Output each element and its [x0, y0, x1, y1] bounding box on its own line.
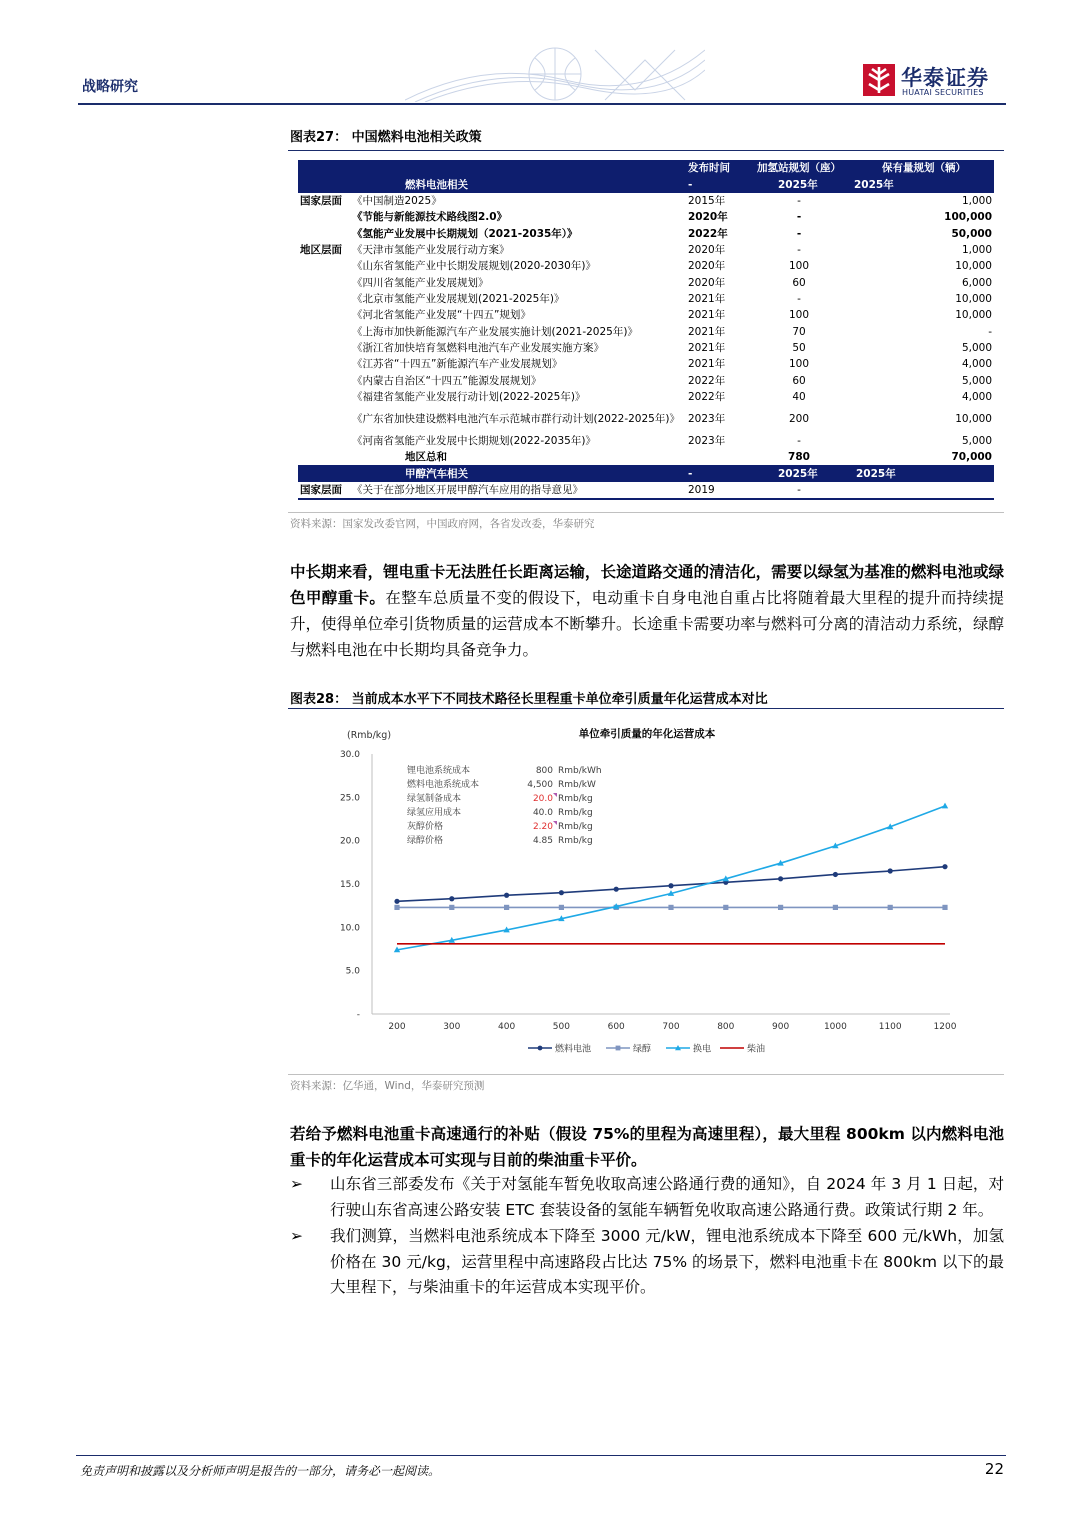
data-point — [668, 905, 673, 910]
row-stations: 200 — [788, 412, 810, 425]
table-row — [298, 356, 994, 372]
row-vehicles: 50,000 — [951, 227, 992, 240]
table-row — [298, 372, 994, 388]
table-row — [298, 433, 994, 449]
row-year: 2022年 — [688, 374, 726, 387]
row-policy-name: 《中国制造2025》 — [352, 194, 442, 207]
table-row — [298, 340, 994, 356]
row-vehicles: 4,000 — [961, 358, 992, 371]
row-category — [298, 258, 350, 274]
header-station-plan: 加氢站规划（座） — [744, 160, 854, 176]
table-row — [298, 323, 994, 339]
row-stations: - — [797, 194, 801, 207]
y-tick-label: 10.0 — [339, 923, 360, 934]
row-category: 国家层面 — [298, 482, 350, 498]
legend-marker — [616, 1046, 621, 1051]
x-tick-label: 1200 — [933, 1022, 957, 1032]
header-vehicle-plan: 保有量规划（辆） — [854, 160, 994, 176]
table-row — [298, 307, 994, 323]
legend-label: 柴油 — [747, 1044, 766, 1055]
data-point — [449, 905, 454, 910]
table-row — [298, 291, 994, 307]
data-point — [668, 883, 673, 888]
row-stations: 50 — [792, 341, 806, 354]
data-point — [942, 803, 948, 809]
table-header-row — [298, 466, 994, 482]
row-stations: 100 — [788, 309, 810, 322]
data-point — [504, 905, 509, 910]
row-policy-name: 地区总和 — [350, 450, 686, 466]
data-point — [723, 905, 728, 910]
row-category — [298, 225, 350, 241]
x-tick-label: 200 — [388, 1022, 406, 1032]
row-year — [686, 450, 744, 466]
table-cell: - — [686, 466, 744, 482]
figure-27-rule — [288, 150, 1004, 151]
table-cell: 2025年 — [854, 466, 994, 482]
row-stations: - — [796, 211, 802, 224]
row-vehicles: 100,000 — [944, 211, 992, 224]
row-year: 2021年 — [688, 341, 726, 354]
table-cell: 2025年 — [744, 466, 854, 482]
row-category — [298, 307, 350, 323]
arrow-bullet-icon: ➢ — [290, 1175, 303, 1193]
row-category — [298, 389, 350, 405]
row-vehicles: 10,000 — [955, 412, 992, 425]
x-tick-label: 500 — [552, 1022, 570, 1032]
row-year: 2023年 — [688, 435, 726, 448]
header-fuel-cell-section: 燃料电池相关 — [350, 176, 686, 192]
header-release-time: 发布时间 — [686, 160, 744, 176]
row-stations: 70 — [792, 325, 806, 338]
table-row — [298, 258, 994, 274]
row-category — [298, 291, 350, 307]
row-vehicles: 5,000 — [961, 341, 992, 354]
figure-28-source: 资料来源：亿华通，Wind，华泰研究预测 — [290, 1080, 485, 1092]
page-number: 22 — [984, 1460, 1004, 1478]
row-stations: - — [797, 435, 801, 448]
row-stations: - — [796, 227, 802, 240]
row-vehicles — [854, 482, 994, 498]
row-policy-name: 《关于在部分地区开展甲醇汽车应用的指导意见》 — [350, 482, 686, 498]
row-category — [298, 356, 350, 372]
comment-marker-icon — [553, 821, 557, 825]
cost-line-chart — [290, 716, 1004, 1072]
row-policy-name: 《四川省氢能产业发展规划》 — [352, 276, 489, 289]
data-point — [833, 905, 838, 910]
chart-axes — [340, 750, 957, 1032]
row-year: 2022年 — [688, 390, 726, 403]
data-point — [394, 905, 399, 910]
table-row — [298, 193, 994, 209]
row-vehicles: 4,000 — [961, 390, 992, 403]
x-tick-label: 1100 — [878, 1022, 902, 1032]
y-tick-label: 5.0 — [345, 966, 360, 977]
row-policy-name: 《河北省氢能产业发展“十四五”规划》 — [352, 309, 531, 322]
x-tick-label: 600 — [607, 1022, 625, 1032]
data-point — [504, 893, 509, 898]
row-stations: 40 — [792, 390, 806, 403]
y-tick-label: 20.0 — [339, 836, 360, 847]
row-policy-name: 《上海市加快新能源汽车产业发展实施计划(2021-2025年)》 — [352, 325, 638, 338]
data-point — [888, 905, 893, 910]
row-policy-name: 《广东省加快建设燃料电池汽车示范城市群行动计划(2022-2025年)》 — [352, 412, 680, 425]
row-vehicles: - — [988, 325, 992, 338]
policy-table — [298, 160, 994, 500]
assumption-unit: Rmb/kg — [558, 836, 593, 846]
huatai-logo — [863, 62, 1005, 100]
header-divider — [78, 103, 1006, 105]
assumption-value: 40.0 — [532, 808, 553, 818]
chart-series — [394, 803, 948, 953]
table-cell — [298, 466, 350, 482]
bullet-text: 山东省三部委发布《关于对氢能车暂免收取高速公路通行费的通知》，自 2024 年 3 月 1 日起，对行驶山东省高速公路安装 ETC 套装设备的氢能车辆暂免收取高速公路通行费。政策试行期 2 年。 — [330, 1175, 1004, 1219]
row-stations: - — [797, 243, 801, 256]
header-section-label: 战略研究 — [82, 79, 138, 95]
paragraph-subsidy — [290, 1121, 1004, 1173]
table-row — [298, 274, 994, 290]
assumption-label: 绿醇价格 — [407, 836, 444, 846]
header-decoration — [405, 40, 705, 102]
row-year: 2022年 — [688, 227, 728, 240]
chart-assumptions — [407, 764, 602, 846]
x-tick-label: 800 — [717, 1022, 735, 1032]
row-category — [298, 323, 350, 339]
row-stations: 100 — [788, 358, 810, 371]
row-year: 2020年 — [688, 276, 726, 289]
bullet-text: 我们测算，当燃料电池系统成本下降至 3000 元/kW，锂电池系统成本下降至 600 元/kWh，加氢价格在 30 元/kg，运营里程中高速路段占比达 75% 的场景下，燃料电池重卡在 800km 以下的最大里程下，与柴油重卡的年运营成本实现平价。 — [330, 1227, 1004, 1296]
legend-label: 换电 — [693, 1044, 712, 1055]
assumption-value: 4,500 — [527, 780, 553, 790]
table-header-row — [298, 160, 994, 176]
row-policy-name: 《河南省氢能产业发展中长期规划(2022-2035年)》 — [352, 435, 596, 448]
row-policy-name: 《江苏省“十四五”新能源汽车产业发展规划》 — [352, 358, 563, 371]
assumption-unit: Rmb/kW — [558, 780, 596, 790]
row-policy-name: 《节能与新能源技术路线图2.0》 — [352, 211, 508, 224]
data-point — [942, 864, 947, 869]
table-row — [298, 209, 994, 225]
table-row — [298, 450, 994, 466]
series-line-2 — [397, 806, 945, 950]
assumption-value: 800 — [535, 766, 553, 776]
row-vehicles: 10,000 — [955, 292, 992, 305]
assumption-value: 2.20 — [532, 822, 553, 832]
row-year: 2020年 — [688, 243, 726, 256]
table-header-row: 燃料电池相关 - 2025年 2025年 — [298, 176, 994, 192]
data-point — [833, 872, 838, 877]
huatai-logo-icon — [863, 62, 895, 96]
row-stations: 60 — [792, 374, 806, 387]
y-tick-label: 25.0 — [339, 793, 360, 804]
x-tick-label: 300 — [443, 1022, 461, 1032]
table-row — [298, 482, 994, 498]
paragraph-long-haul — [290, 559, 1004, 663]
logo-english-name: HUATAI SECURITIES — [902, 88, 984, 97]
paragraph-long-haul-lead: 中长期来看，锂电重卡无法胜任长距离运输，长途道路交通的清洁化，需要以绿氢为基准的燃料电池或绿色甲醇重卡。 — [290, 563, 1004, 607]
row-year: 2020年 — [688, 260, 726, 273]
row-year: 2023年 — [688, 412, 726, 425]
row-year: 2015年 — [688, 194, 726, 207]
data-point — [614, 887, 619, 892]
assumption-value: 20.0 — [532, 794, 553, 804]
arrow-bullet-icon: ➢ — [290, 1227, 303, 1245]
row-policy-name: 《福建省氢能产业发展行动计划(2022-2025年)》 — [352, 390, 586, 403]
row-policy-name: 《北京市氢能产业发展规划(2021-2025年)》 — [352, 292, 565, 305]
row-category: 地区层面 — [300, 243, 342, 256]
row-category — [298, 209, 350, 225]
assumption-label: 锂电池系统成本 — [407, 766, 471, 776]
row-category: 国家层面 — [300, 194, 342, 207]
row-stations: 100 — [788, 260, 810, 273]
data-point — [559, 905, 564, 910]
legend-marker — [538, 1046, 543, 1051]
list-item — [290, 1224, 1004, 1301]
figure-28-rule — [288, 708, 1004, 709]
source-rule — [288, 1074, 1004, 1075]
row-policy-name: 《浙江省加快培育氢燃料电池汽车产业发展实施方案》 — [352, 341, 604, 354]
x-tick-label: 700 — [662, 1022, 680, 1032]
row-policy-name: 《内蒙古自治区“十四五”能源发展规划》 — [352, 374, 542, 387]
row-year: 2021年 — [688, 325, 726, 338]
row-vehicles: 1,000 — [961, 243, 992, 256]
row-category — [298, 340, 350, 356]
bullet-list — [290, 1172, 1004, 1301]
chart-title: 单位牵引质量的年化运营成本 — [578, 728, 716, 740]
x-tick-label: 1000 — [823, 1022, 847, 1032]
x-tick-label: 400 — [498, 1022, 516, 1032]
data-point — [942, 905, 947, 910]
y-tick-label: - — [356, 1010, 360, 1020]
comment-marker-icon — [553, 793, 557, 797]
source-rule — [288, 512, 1004, 513]
logo-chinese-name: 华泰证券 — [901, 66, 989, 90]
row-year: 2021年 — [688, 292, 726, 305]
row-vehicles: 5,000 — [961, 435, 992, 448]
row-category — [298, 274, 350, 290]
assumption-value: 4.85 — [532, 836, 553, 846]
row-vehicles: 10,000 — [955, 260, 992, 273]
table-row — [298, 225, 994, 241]
assumption-unit: Rmb/kg — [558, 808, 593, 818]
x-tick-label: 900 — [772, 1022, 790, 1032]
row-category — [298, 450, 350, 466]
table-row — [298, 242, 994, 258]
row-stations: - — [744, 482, 854, 498]
figure-28-title: 图表28： 当前成本水平下不同技术路径长里程重卡单位牵引质量年化运营成本对比 — [290, 692, 768, 707]
header-methanol-section: 甲醇汽车相关 — [350, 466, 686, 482]
data-point — [394, 899, 399, 904]
row-year: 2021年 — [688, 309, 726, 322]
paragraph-long-haul-body: 在整车总质量不变的假设下，电动重卡自身电池自重占比将随着最大里程的提升而持续提升，使得单位牵引货物质量的运营成本不断攀升。长途重卡需要功率与燃料可分离的清洁动力系统，绿醇与燃料电池在中长期均具备竞争力。 — [290, 589, 1004, 659]
assumption-unit: Rmb/kWh — [558, 766, 602, 776]
figure-27-title: 图表27： 中国燃料电池相关政策 — [290, 130, 482, 145]
row-vehicles: 10,000 — [955, 309, 992, 322]
y-tick-label: 15.0 — [339, 880, 360, 890]
row-category — [298, 433, 350, 449]
table-row — [298, 405, 994, 433]
row-vehicles: 5,000 — [961, 374, 992, 387]
paragraph-subsidy-lead: 若给予燃料电池重卡高速通行的补贴（假设 75%的里程为高速里程），最大里程 800km 以内燃料电池重卡的年化运营成本可实现与目前的柴油重卡平价。 — [290, 1125, 1004, 1169]
row-stations: - — [797, 292, 801, 305]
row-year: 2020年 — [688, 211, 728, 224]
assumption-label: 绿氢制备成本 — [407, 794, 462, 804]
row-vehicles: 70,000 — [854, 450, 994, 466]
footer-divider — [76, 1455, 1006, 1456]
legend-label: 燃料电池 — [555, 1044, 592, 1055]
data-point — [888, 868, 893, 873]
row-year: 2019 — [686, 482, 744, 498]
row-vehicles: 1,000 — [961, 194, 992, 207]
legend-label: 绿醇 — [633, 1044, 652, 1055]
list-item — [290, 1172, 1004, 1223]
data-point — [449, 896, 454, 901]
assumption-label: 燃料电池系统成本 — [407, 780, 480, 790]
assumption-label: 灰醇价格 — [407, 822, 444, 832]
assumption-unit: Rmb/kg — [558, 794, 593, 804]
row-year: 2021年 — [688, 358, 726, 371]
figure-27-source: 资料来源：国家发改委官网，中国政府网，各省发改委，华泰研究 — [290, 518, 595, 530]
chart-legend — [528, 1043, 765, 1055]
data-point — [559, 890, 564, 895]
chart-y-axis-label: (Rmb/kg) — [347, 730, 392, 741]
y-tick-label: 30.0 — [339, 750, 360, 760]
row-vehicles: 6,000 — [961, 276, 992, 289]
data-point — [778, 905, 783, 910]
row-stations: 60 — [792, 276, 806, 289]
row-policy-name: 《山东省氢能产业中长期发展规划(2020-2030年)》 — [352, 260, 596, 273]
data-point — [778, 876, 783, 881]
footer-disclaimer: 免责声明和披露以及分析师声明是报告的一部分，请务必一起阅读。 — [80, 1464, 441, 1478]
assumption-label: 绿氢应用成本 — [407, 808, 462, 818]
row-stations: 780 — [744, 450, 854, 466]
row-category — [298, 372, 350, 388]
table-row — [298, 389, 994, 405]
row-category — [298, 405, 350, 433]
assumption-unit: Rmb/kg — [558, 822, 593, 832]
row-policy-name: 《氢能产业发展中长期规划（2021-2035年）》 — [352, 227, 578, 240]
row-policy-name: 《天津市氢能产业发展行动方案》 — [352, 243, 510, 256]
